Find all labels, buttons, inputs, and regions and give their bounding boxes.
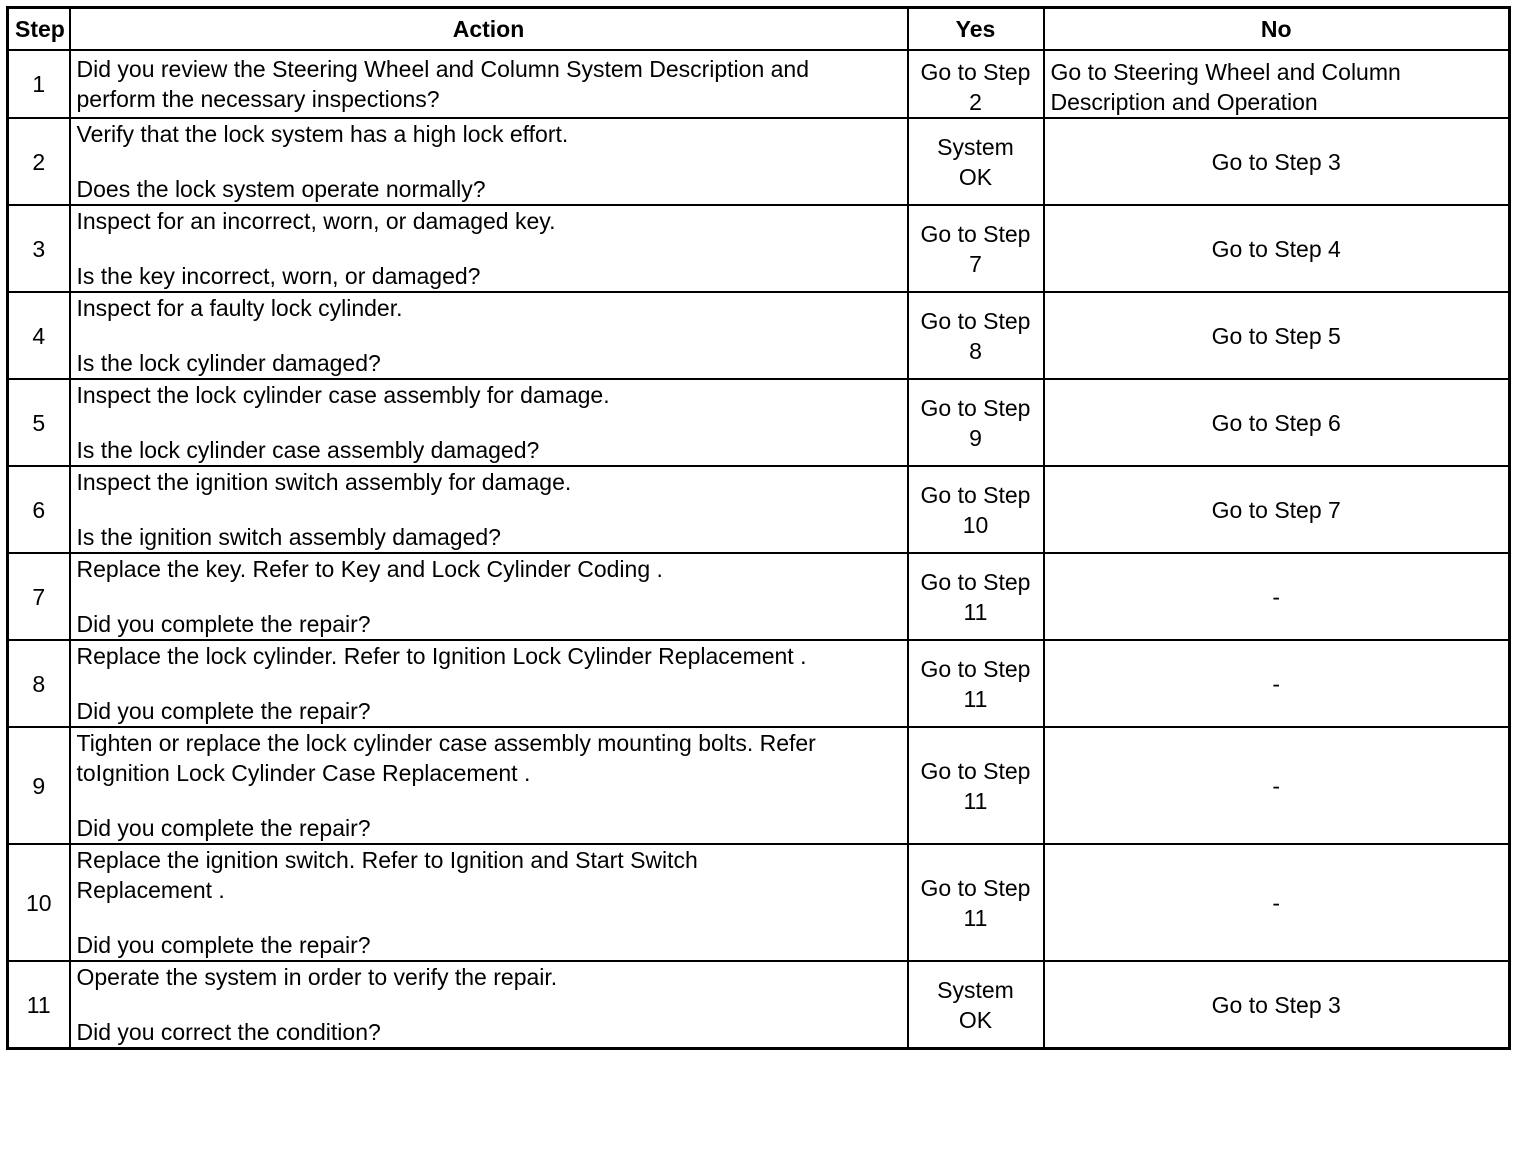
yes-cell xyxy=(908,466,1044,553)
header-no: No xyxy=(1044,8,1510,51)
step-number: 5 xyxy=(8,379,70,466)
action-line: Inspect the lock cylinder case assembly for damage. xyxy=(76,382,610,408)
yes-cell xyxy=(908,727,1044,844)
action-line: Tighten or replace the lock cylinder case assembly mounting bolts. Refer xyxy=(76,730,816,756)
yes-line: Go to Step xyxy=(920,655,1031,682)
yes-cell xyxy=(908,50,1044,118)
no-cell xyxy=(1044,727,1510,844)
yes-line: 9 xyxy=(969,424,982,451)
question-line: Did you complete the repair? xyxy=(76,611,371,637)
action-line: Inspect the ignition switch assembly for damage. xyxy=(76,469,572,495)
yes-line: 11 xyxy=(963,685,988,712)
yes-line: 7 xyxy=(969,250,982,277)
no-cell xyxy=(1044,118,1510,205)
spacer xyxy=(77,323,901,348)
table-row xyxy=(8,118,1510,205)
yes-line: Go to Step xyxy=(920,481,1031,508)
yes-cell xyxy=(908,118,1044,205)
yes-line: Go to Step xyxy=(920,757,1031,784)
yes-line: OK xyxy=(958,1006,993,1033)
yes-line: System xyxy=(937,976,1014,1003)
table-row xyxy=(8,379,1510,466)
table-row xyxy=(8,727,1510,844)
no-line: - xyxy=(1272,772,1281,799)
no-cell xyxy=(1044,844,1510,961)
no-line: Go to Steering Wheel and Column xyxy=(1050,59,1401,85)
yes-line: 2 xyxy=(969,89,982,115)
no-line: Description and Operation xyxy=(1050,89,1318,115)
spacer xyxy=(77,584,901,609)
action-line: Verify that the lock system has a high lock effort. xyxy=(76,121,569,147)
step-number: 2 xyxy=(8,118,70,205)
header-action: Action xyxy=(70,8,908,51)
no-line: Go to Step 3 xyxy=(1211,148,1341,175)
no-line: Go to Step 5 xyxy=(1211,322,1341,349)
no-line: - xyxy=(1272,670,1281,697)
table-row xyxy=(8,466,1510,553)
table-row xyxy=(8,553,1510,640)
action-cell xyxy=(70,553,908,640)
question-line: Is the key incorrect, worn, or damaged? xyxy=(76,263,481,289)
yes-line: 10 xyxy=(962,511,989,538)
yes-line: Go to Step xyxy=(920,307,1031,334)
question-line: Did you complete the repair? xyxy=(76,932,371,958)
diagnostic-table xyxy=(6,6,1511,1050)
question-line: Did you complete the repair? xyxy=(76,815,371,841)
spacer xyxy=(77,236,901,261)
action-cell xyxy=(70,205,908,292)
yes-cell xyxy=(908,553,1044,640)
question-line: Is the lock cylinder case assembly damaged? xyxy=(76,437,540,463)
header-step: Step xyxy=(8,8,70,51)
table-row xyxy=(8,205,1510,292)
step-number: 10 xyxy=(8,844,70,961)
action-cell xyxy=(70,118,908,205)
spacer xyxy=(77,671,901,696)
action-cell xyxy=(70,292,908,379)
spacer xyxy=(77,149,901,174)
action-cell xyxy=(70,640,908,727)
yes-cell xyxy=(908,205,1044,292)
action-line: Did you review the Steering Wheel and Column System Description and xyxy=(76,56,810,82)
step-number: 9 xyxy=(8,727,70,844)
yes-cell xyxy=(908,292,1044,379)
yes-line: 11 xyxy=(963,598,988,625)
yes-line: Go to Step xyxy=(920,394,1031,421)
spacer xyxy=(77,497,901,522)
question-line: Does the lock system operate normally? xyxy=(76,176,486,202)
action-cell xyxy=(70,844,908,961)
step-number: 8 xyxy=(8,640,70,727)
action-line: Replacement . xyxy=(76,877,225,903)
table-row xyxy=(8,640,1510,727)
spacer xyxy=(77,905,901,930)
yes-line: Go to Step xyxy=(920,59,1031,85)
no-cell xyxy=(1044,205,1510,292)
no-line: Go to Step 4 xyxy=(1211,235,1341,262)
yes-line: Go to Step xyxy=(920,874,1031,901)
table-row xyxy=(8,50,1510,118)
no-line: - xyxy=(1272,583,1281,610)
no-cell xyxy=(1044,50,1510,118)
no-cell xyxy=(1044,640,1510,727)
action-line: toIgnition Lock Cylinder Case Replacement . xyxy=(76,760,531,786)
yes-line: 11 xyxy=(963,904,988,931)
step-number: 6 xyxy=(8,466,70,553)
no-line: Go to Step 7 xyxy=(1211,496,1341,523)
yes-line: OK xyxy=(958,163,993,190)
step-number: 11 xyxy=(8,961,70,1049)
no-cell xyxy=(1044,553,1510,640)
action-line: Inspect for a faulty lock cylinder. xyxy=(76,295,403,321)
action-cell xyxy=(70,379,908,466)
question-line: Is the ignition switch assembly damaged? xyxy=(76,524,501,550)
yes-line: 8 xyxy=(969,337,982,364)
question-line: Did you complete the repair? xyxy=(76,698,371,724)
yes-line: System xyxy=(937,133,1014,160)
step-number: 4 xyxy=(8,292,70,379)
yes-line: Go to Step xyxy=(920,220,1031,247)
action-line: Replace the key. Refer to Key and Lock Cylinder Coding . xyxy=(76,556,663,582)
no-cell xyxy=(1044,379,1510,466)
action-cell xyxy=(70,50,908,118)
action-line: Inspect for an incorrect, worn, or damaged key. xyxy=(76,208,556,234)
yes-line: Go to Step xyxy=(920,568,1031,595)
table-body xyxy=(8,50,1510,1049)
no-line: Go to Step 6 xyxy=(1211,409,1341,436)
yes-line: 11 xyxy=(963,787,988,814)
action-cell xyxy=(70,727,908,844)
action-line: Replace the lock cylinder. Refer to Ignition Lock Cylinder Replacement . xyxy=(76,643,807,669)
spacer xyxy=(77,788,901,813)
action-cell xyxy=(70,961,908,1049)
no-line: Go to Step 3 xyxy=(1211,991,1341,1018)
yes-cell xyxy=(908,379,1044,466)
step-number: 7 xyxy=(8,553,70,640)
yes-cell xyxy=(908,961,1044,1049)
step-number: 3 xyxy=(8,205,70,292)
header-row xyxy=(8,8,1510,51)
spacer xyxy=(77,992,901,1017)
step-number: 1 xyxy=(8,50,70,118)
no-line: - xyxy=(1272,889,1281,916)
no-cell xyxy=(1044,961,1510,1049)
action-cell xyxy=(70,466,908,553)
yes-cell xyxy=(908,844,1044,961)
no-cell xyxy=(1044,292,1510,379)
table-row xyxy=(8,292,1510,379)
table-row xyxy=(8,961,1510,1049)
header-yes: Yes xyxy=(908,8,1044,51)
action-line: perform the necessary inspections? xyxy=(76,86,440,112)
yes-cell xyxy=(908,640,1044,727)
question-line: Is the lock cylinder damaged? xyxy=(76,350,381,376)
question-line: Did you correct the condition? xyxy=(76,1019,381,1045)
no-cell xyxy=(1044,466,1510,553)
action-line: Operate the system in order to verify the repair. xyxy=(76,964,558,990)
action-line: Replace the ignition switch. Refer to Ignition and Start Switch xyxy=(76,847,698,873)
spacer xyxy=(77,410,901,435)
table-row xyxy=(8,844,1510,961)
